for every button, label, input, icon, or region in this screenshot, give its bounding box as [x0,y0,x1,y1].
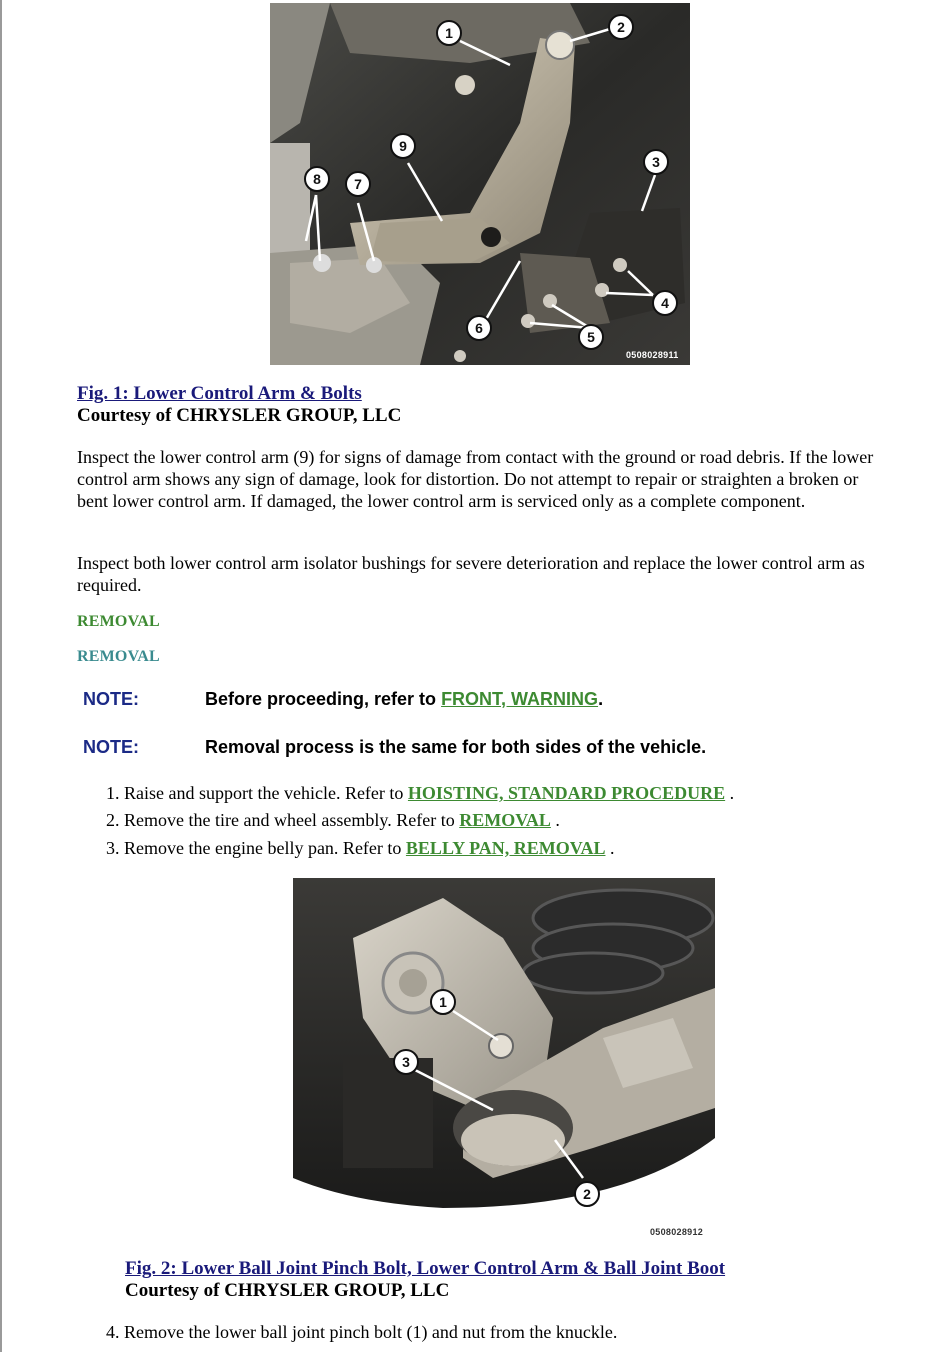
figure-2-code: 0508028912 [650,1227,704,1237]
note-2-text: Removal process is the same for both sides of the vehicle. [205,737,707,757]
callout-3: 3 [652,154,660,170]
callout-6: 6 [475,320,483,336]
figure-1-code: 0508028911 [626,350,679,360]
paragraph-inspect-arm: Inspect the lower control arm (9) for signs of damage from contact with the ground or road debris. If the lower control arm shows any sign of damage, look for distortion. Do not attempt to repair or straighten a broken or bent lower control arm. If damaged, the lower control arm is serviced only as a complete component. [77,447,874,511]
step-1: 1. Raise and support the vehicle. Refer to HOISTING, STANDARD PROCEDURE . [106,783,735,803]
callout-1: 1 [445,25,453,41]
step-2: 2. Remove the tire and wheel assembly. Refer to REMOVAL . [106,810,560,830]
figure-2-courtesy: Courtesy of CHRYSLER GROUP, LLC [125,1280,450,1301]
callout-2: 2 [617,19,625,35]
step-3-link[interactable]: BELLY PAN, REMOVAL [405,838,606,858]
heading-removal-2: REMOVAL [77,648,160,665]
fig2-callout-3: 3 [402,1054,410,1070]
figure-2-caption[interactable] [125,1258,725,1280]
callout-7: 7 [354,176,362,192]
figure-1-caption-link[interactable]: Fig. 1: Lower Control Arm & Bolts [77,383,362,404]
figure-2-caption-link[interactable]: Fig. 2: Lower Ball Joint Pinch Bolt, Lower Control Arm & Ball Joint Boot [125,1258,726,1279]
callout-9: 9 [399,138,407,154]
step-2-link[interactable]: REMOVAL [459,810,551,830]
figure-1-caption[interactable] [77,383,362,405]
callout-5: 5 [587,329,595,345]
step-4: 4. Remove the lower ball joint pinch bolt (1) and nut from the knuckle. [106,1322,618,1342]
heading-removal-1: REMOVAL [77,613,160,630]
note-1-text: Before proceeding, refer to FRONT, WARNING. [205,689,604,709]
fig2-callout-2: 2 [583,1186,591,1202]
figure-1-photo [270,3,690,365]
figure-1-courtesy: Courtesy of CHRYSLER GROUP, LLC [77,405,402,426]
note-1-label: NOTE: [83,689,139,709]
callout-4: 4 [661,295,669,311]
fig2-callout-1: 1 [439,994,447,1010]
step-3: 3. Remove the engine belly pan. Refer to BELLY PAN, REMOVAL . [106,838,615,858]
paragraph-inspect-bushings: Inspect both lower control arm isolator bushings for severe deterioration and replace the lower control arm as required. [77,553,865,595]
step-1-link[interactable]: HOISTING, STANDARD PROCEDURE [407,783,726,803]
page-border [0,0,2,1352]
figure-2-photo [293,878,715,1242]
callout-8: 8 [313,171,321,187]
note-2-label: NOTE: [83,737,139,757]
note-1-link[interactable]: FRONT, WARNING [441,689,599,709]
